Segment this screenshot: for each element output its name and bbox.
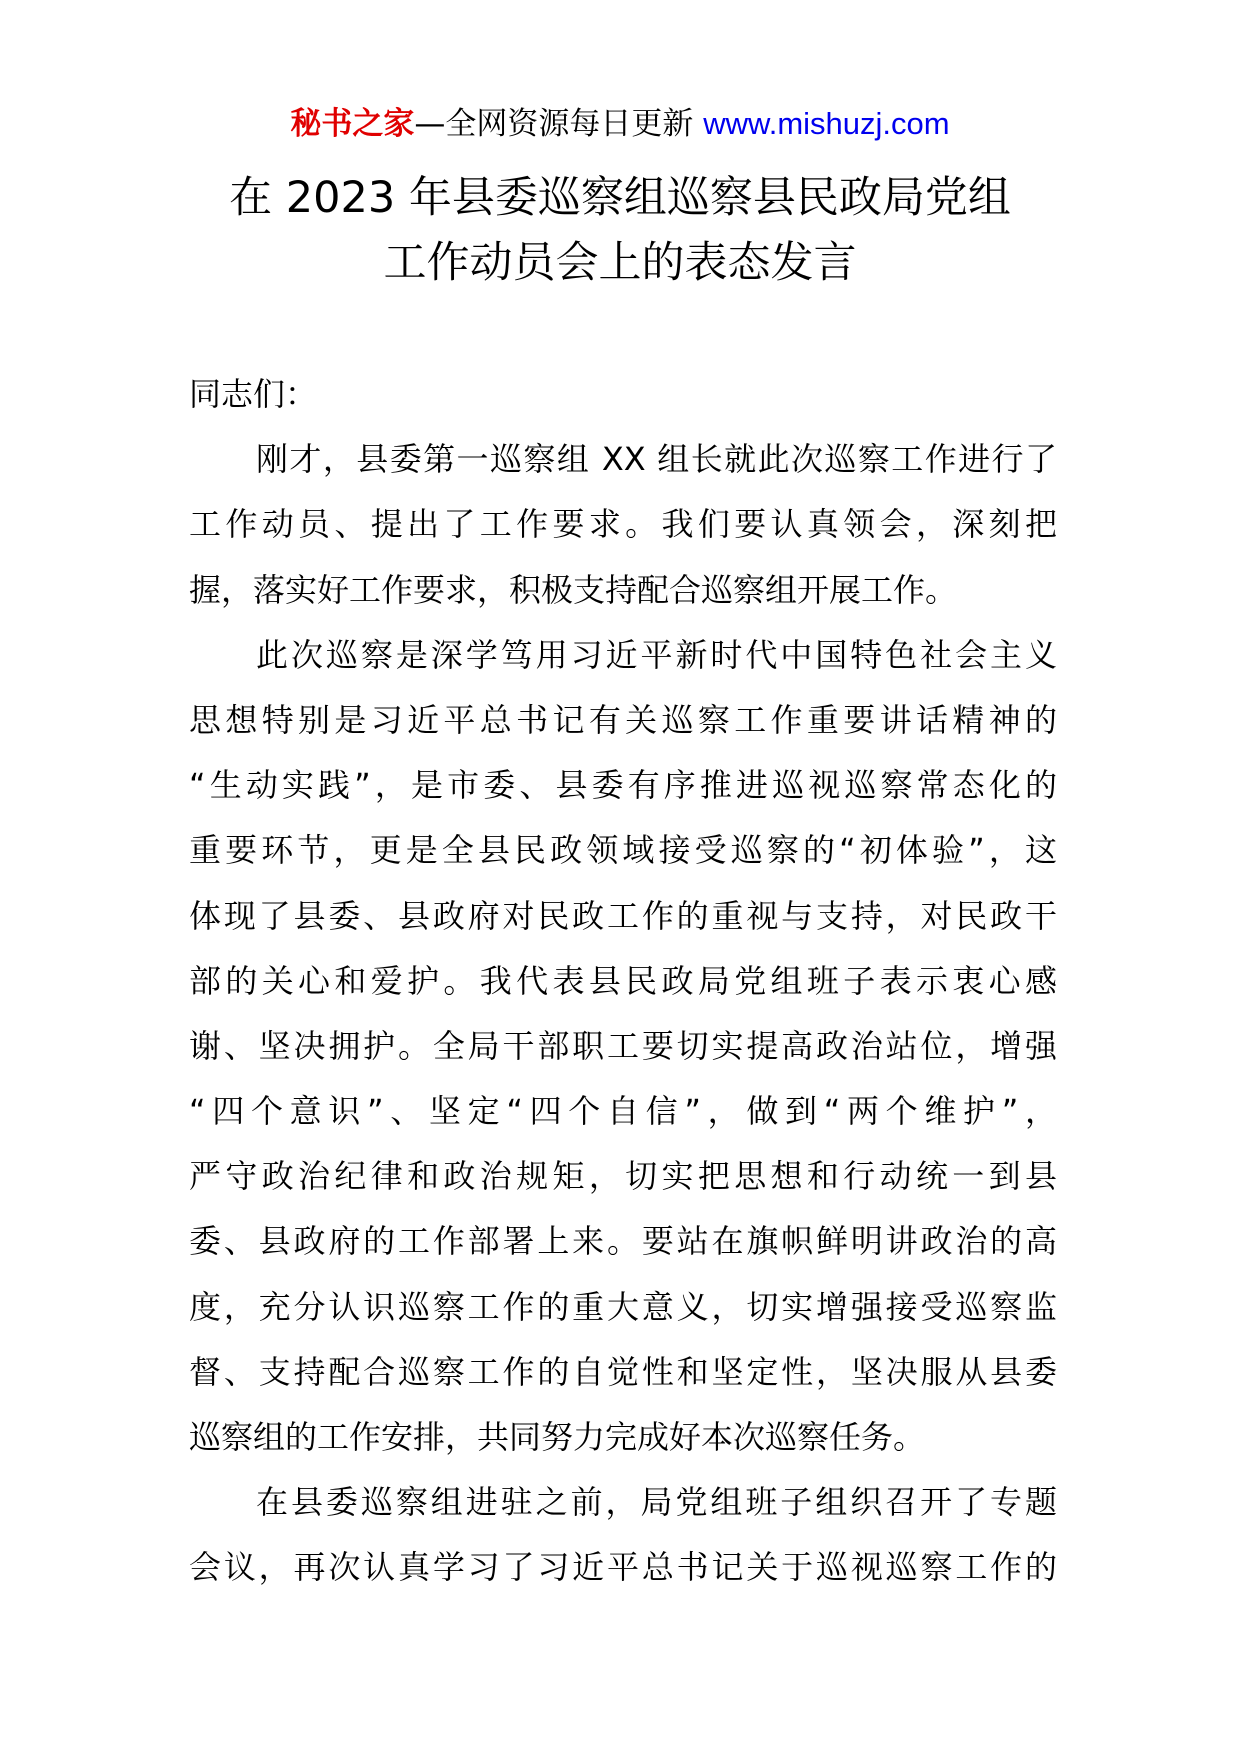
- site-link[interactable]: www.mishuzj.com: [703, 106, 950, 141]
- title-line: 工作动员会上的表态发言: [383, 238, 857, 288]
- text-line: 巡察组的工作安排，共同努力完成好本次巡察任务。: [189, 1418, 926, 1456]
- text-line: “四个意识”、坚定“四个自信”，做到“两个维护”，: [189, 1092, 1057, 1131]
- brand-name: 秘书之家: [290, 106, 415, 142]
- banner-tagline: —全网资源每日更新: [414, 106, 704, 142]
- text-line: 谢、坚决拥护。全局干部职工要切实提高政治站位，增强: [189, 1026, 1057, 1065]
- site-banner: [0, 102, 1240, 146]
- text-line: 刚才，县委第一巡察组 XX 组长就此次巡察工作进行了: [256, 440, 1057, 479]
- text-line: 督、支持配合巡察工作的自觉性和坚定性，坚决服从县委: [189, 1352, 1057, 1391]
- text-line: 此次巡察是深学笃用习近平新时代中国特色社会主义: [256, 635, 1057, 674]
- document-title: [0, 166, 1240, 296]
- text-line: 会议，再次认真学习了习近平总书记关于巡视巡察工作的: [189, 1548, 1057, 1587]
- text-line: 严守政治纪律和政治规矩，切实把思想和行动统一到县: [189, 1157, 1057, 1196]
- paragraph: [189, 427, 1057, 623]
- text-line: 部的关心和爱护。我代表县民政局党组班子表示衷心感: [189, 961, 1057, 1000]
- text-line: 在县委巡察组进驻之前，局党组班子组织召开了专题: [256, 1483, 1057, 1522]
- text-line: 工作动员、提出了工作要求。我们要认真领会，深刻把: [189, 505, 1057, 544]
- text-line: 重要环节，更是全县民政领域接受巡察的“初体验”，这: [189, 831, 1057, 870]
- document-body: [189, 362, 1057, 1601]
- title-line: 在 2023 年县委巡察组巡察县民政局党组: [229, 173, 1011, 223]
- text-line: 思想特别是习近平总书记有关巡察工作重要讲话精神的: [189, 700, 1057, 739]
- salutation: 同志们：: [189, 375, 318, 413]
- paragraph: [189, 623, 1057, 1470]
- text-line: “生动实践”，是市委、县委有序推进巡视巡察常态化的: [189, 766, 1057, 805]
- paragraph: [189, 1470, 1057, 1600]
- text-line: 度，充分认识巡察工作的重大意义，切实增强接受巡察监: [189, 1287, 1057, 1326]
- text-line: 握，落实好工作要求，积极支持配合巡察组开展工作。: [189, 570, 958, 609]
- text-line: 体现了县委、县政府对民政工作的重视与支持，对民政干: [189, 896, 1057, 935]
- text-line: 委、县政府的工作部署上来。要站在旗帜鲜明讲政治的高: [189, 1222, 1057, 1261]
